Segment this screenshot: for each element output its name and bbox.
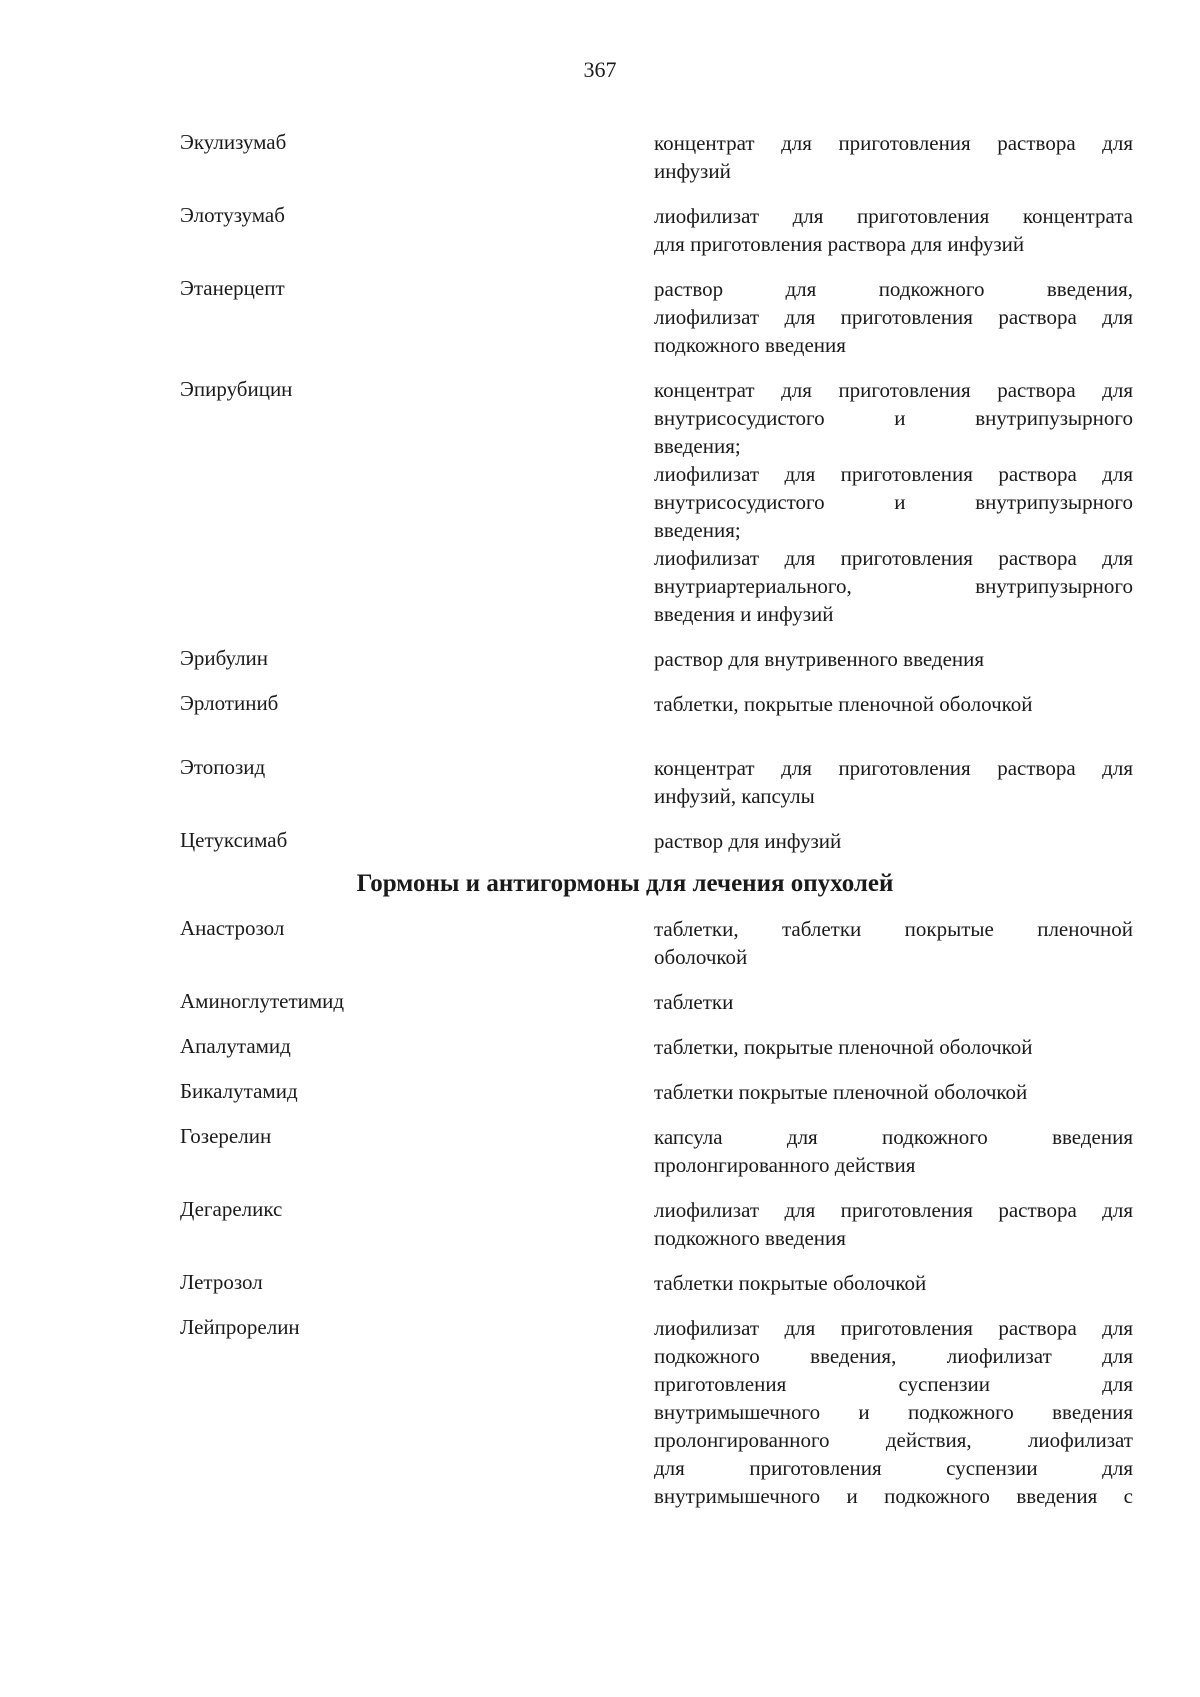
list-item [0, 1123, 1200, 1179]
drug-form: таблетки, покрытые пленочной оболочкой [654, 692, 1033, 716]
drug-name: Эрибулин [180, 646, 269, 670]
list-item [0, 1314, 1200, 1510]
drug-form: раствор для инфузий [654, 829, 842, 853]
drug-form: таблетки, покрытые пленочной оболочкой [654, 1035, 1033, 1059]
list-item [0, 915, 1200, 971]
drug-form: раствор для подкожного введения, лиофилизат для приготовления раствора для подкожного введения [654, 277, 1133, 357]
drug-form: раствор для внутривенного введения [654, 647, 985, 671]
drug-name: Элотузумаб [180, 203, 285, 227]
page-number: 367 [583, 57, 617, 82]
list-item [0, 1078, 1200, 1106]
drug-name: Цетуксимаб [180, 828, 288, 852]
drug-name: Аминоглутетимид [180, 989, 345, 1013]
list-item [0, 827, 1200, 855]
list-item [0, 202, 1200, 258]
drug-form: таблетки [654, 990, 734, 1014]
section-heading: Гормоны и антигормоны для лечения опухолей [356, 870, 894, 897]
list-item [0, 988, 1200, 1016]
drug-name: Анастрозол [180, 916, 285, 940]
list-item [0, 1033, 1200, 1061]
drug-form: лиофилизат для приготовления раствора для подкожного введения [654, 1198, 1133, 1250]
drug-name: Летрозол [180, 1270, 263, 1294]
drug-name: Лейпрорелин [180, 1315, 300, 1339]
drug-name: Гозерелин [180, 1124, 272, 1148]
list-item [0, 645, 1200, 673]
list-item [0, 275, 1200, 359]
drug-name: Апалутамид [180, 1034, 291, 1058]
drug-list [0, 129, 1200, 1510]
drug-name: Дегареликс [180, 1197, 283, 1221]
drug-name: Этопозид [180, 755, 266, 779]
list-item [0, 129, 1200, 185]
drug-name: Этанерцепт [180, 276, 285, 300]
drug-name: Эпирубицин [180, 377, 293, 401]
drug-form: таблетки покрытые пленочной оболочкой [654, 1080, 1028, 1104]
drug-name: Экулизумаб [180, 130, 287, 154]
drug-form: концентрат для приготовления раствора для инфузий, капсулы [654, 756, 1133, 808]
drug-form: лиофилизат для приготовления концентрата для приготовления раствора для инфузий [654, 204, 1133, 256]
drug-name: Эрлотиниб [180, 691, 279, 715]
drug-form: таблетки покрытые оболочкой [654, 1271, 927, 1295]
drug-form: концентрат для приготовления раствора для инфузий [654, 131, 1133, 183]
list-item [0, 1269, 1200, 1297]
drug-form: лиофилизат для приготовления раствора для подкожного введения, лиофилизат для приготовления суспензии для внутримышечного и подкожного введения пролонгированного действия, лиофилизат для приготовления суспензии для внутримышечного и подкожного введения с [654, 1316, 1133, 1508]
list-item [0, 376, 1200, 628]
drug-form: таблетки, таблетки покрытые пленочной оболочкой [654, 917, 1133, 969]
list-item [0, 754, 1200, 810]
list-item [0, 690, 1200, 718]
drug-name: Бикалутамид [180, 1079, 298, 1103]
drug-form: капсула для подкожного введения пролонгированного действия [654, 1125, 1133, 1177]
list-item [0, 1196, 1200, 1252]
drug-form: концентрат для приготовления раствора для внутрисосудистого и внутрипузырного введения; лиофилизат для приготовления раствора для внутрисосудистого и внутрипузырного введения; лиофилизат для приготовления раствора для внутриартериального, внутрипузырного введения и инфузий [654, 378, 1133, 626]
